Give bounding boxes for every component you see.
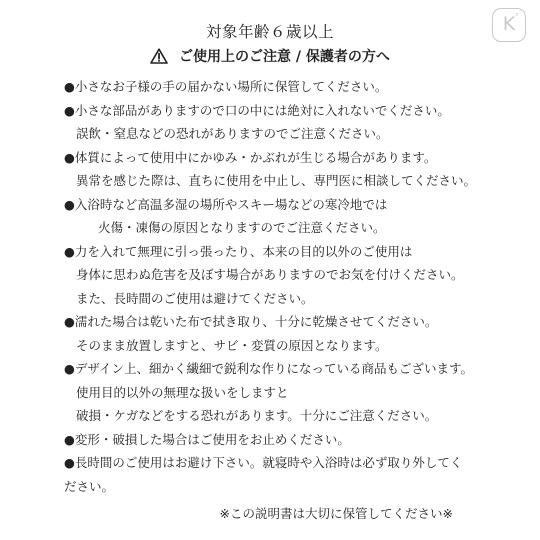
warning-triangle-icon: [150, 48, 168, 64]
caution-line: 身体に思わぬ危害を及ぼす場合がありますのでお気を付けください。: [76, 267, 464, 282]
k-logo-letter: K: [502, 13, 516, 35]
caution-line: 異常を感じた際は、直ちに使用を中止し、専門医に相談してください。: [76, 173, 477, 188]
caution-line: 火傷・凍傷の原因となりますのでご注意ください。: [98, 220, 386, 235]
caution-line: ●入浴時など高温多湿の場所やスキー場などの寒冷地では: [64, 196, 388, 212]
caution-list: [0, 75, 540, 498]
caution-line: ●小さな部品がありますので口の中には絶対に入れないでください。: [64, 102, 450, 118]
caution-line: ●デザイン上、細かく繊細で鋭利な作りになっている商品もございます。: [64, 361, 474, 376]
caution-line: ●長時間のご使用はお避け下さい。就寝時や入浴時は必ず取り外してく: [64, 455, 463, 470]
caution-line: そのまま放置しますと、サビ・変質の原因となります。: [76, 337, 388, 353]
caution-line: 破損・ケガなどをする恐れがあります。十分にご注意ください。: [76, 408, 438, 423]
caution-heading: [0, 46, 540, 68]
caution-line: ださい。: [64, 478, 115, 494]
storage-footnote: ※この説明書は大切に保管してください※: [219, 506, 453, 521]
caution-line: ●体質によって使用中にかゆみ・かぶれが生じる場合があります。: [64, 149, 437, 165]
caution-line: ●変形・破損した場合はご使用をお止めください。: [64, 431, 350, 447]
caution-line: 使用目的以外の無理な扱いをしますと: [76, 384, 289, 400]
caution-line: ●力を入れて無理に引っ張ったり、本来の目的以外のご使用は: [64, 243, 413, 259]
caution-line: 誤飲・窒息などの恐れがありますのでご注意ください。: [76, 126, 389, 141]
caution-line: また、長時間のご使用は避けてください。: [76, 290, 314, 306]
caution-line: ●濡れた場合は乾いた布で拭き取り、十分に乾燥させてください。: [64, 314, 438, 329]
caution-heading-text: ご使用上のご注意 / 保護者の方へ: [179, 49, 390, 65]
age-title: 対象年齢６歳以上: [205, 23, 334, 41]
caution-line: ●小さなお子様の手の届かない場所に保管してください。: [64, 79, 388, 94]
k-logo-mark: °: [515, 12, 519, 21]
